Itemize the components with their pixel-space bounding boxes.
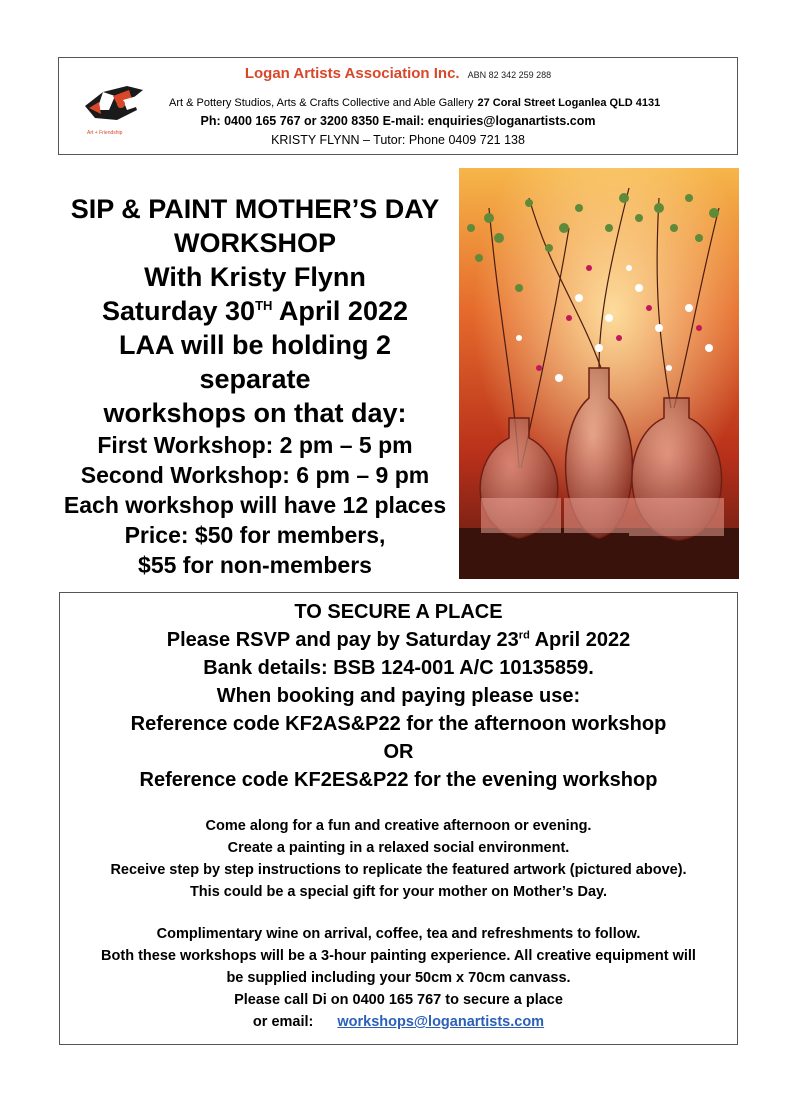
bank-details: Bank details: BSB 124-001 A/C 10135859. <box>203 657 594 679</box>
complimentary-block <box>60 923 737 1011</box>
desc-line2: Create a painting in a relaxed social environment. <box>227 840 570 856</box>
address: 27 Coral Street Loganlea QLD 4131 <box>477 97 661 109</box>
first-workshop: First Workshop: 2 pm – 5 pm <box>97 432 413 458</box>
desc-line1: Come along for a fun and creative afternoon or evening. <box>205 818 592 834</box>
holding-line2: workshops on that day: <box>103 398 407 428</box>
featured-artwork-painting <box>459 168 739 579</box>
event-title-line2: WORKSHOP <box>174 228 336 258</box>
logo-tagline: Art + Friendship <box>87 130 123 136</box>
email-label: or email: <box>252 1014 314 1030</box>
studios: Art & Pottery Studios, Arts & Crafts Collective and Able Gallery <box>169 97 474 109</box>
abn: ABN 82 342 259 288 <box>467 70 552 80</box>
booking-note: When booking and paying please use: <box>216 685 581 707</box>
holding-line1: LAA will be holding 2 separate <box>119 330 391 394</box>
tutor-name: With Kristy Flynn <box>144 262 366 292</box>
ref-evening: Reference code KF2ES&P22 for the evening workshop <box>139 769 658 791</box>
secure-heading: TO SECURE A PLACE <box>294 601 503 623</box>
rsvp-line: Please RSVP and pay by Saturday 23rd April 2022 <box>166 629 631 651</box>
or-separator: OR <box>383 741 414 763</box>
featured-artwork <box>459 168 739 579</box>
event-intro <box>60 192 450 580</box>
header-box <box>58 57 738 155</box>
email-line <box>60 1011 737 1033</box>
logan-artists-logo <box>77 76 147 138</box>
places: Each workshop will have 12 places <box>63 492 447 518</box>
comp-line2: Both these workshops will be a 3-hour painting experience. All creative equipment will <box>101 948 696 964</box>
org-line <box>59 65 737 83</box>
comp-line3: be supplied including your 50cm x 70cm canvass. <box>226 970 571 986</box>
contact-line: Ph: 0400 165 767 or 3200 8350 E-mail: enquiries@loganartists.com <box>200 114 596 128</box>
desc-line3: Receive step by step instructions to replicate the featured artwork (pictured above). <box>110 862 687 878</box>
workshops-email-link[interactable]: workshops@loganartists.com <box>337 1014 545 1030</box>
event-title-line1: SIP & PAINT MOTHER’S DAY <box>70 194 440 224</box>
second-workshop: Second Workshop: 6 pm – 9 pm <box>80 462 430 488</box>
comp-line4: Please call Di on 0400 165 767 to secure a place <box>234 992 563 1008</box>
price-non-members: $55 for non-members <box>138 552 372 578</box>
comp-line1: Complimentary wine on arrival, coffee, tea and refreshments to follow. <box>156 926 641 942</box>
tutor-line: KRISTY FLYNN – Tutor: Phone 0409 721 138 <box>271 133 525 147</box>
price-members: Price: $50 for members, <box>124 522 386 548</box>
secure-place-box <box>59 592 738 1045</box>
studios-line <box>169 97 660 109</box>
ref-afternoon: Reference code KF2AS&P22 for the afternoon workshop <box>130 713 667 735</box>
org-name: Logan Artists Association Inc. <box>244 65 460 82</box>
description-block <box>60 815 737 903</box>
event-date: Saturday 30TH April 2022 <box>102 296 408 326</box>
secure-heading-block <box>60 598 737 794</box>
desc-line4: This could be a special gift for your mother on Mother’s Day. <box>189 884 608 900</box>
